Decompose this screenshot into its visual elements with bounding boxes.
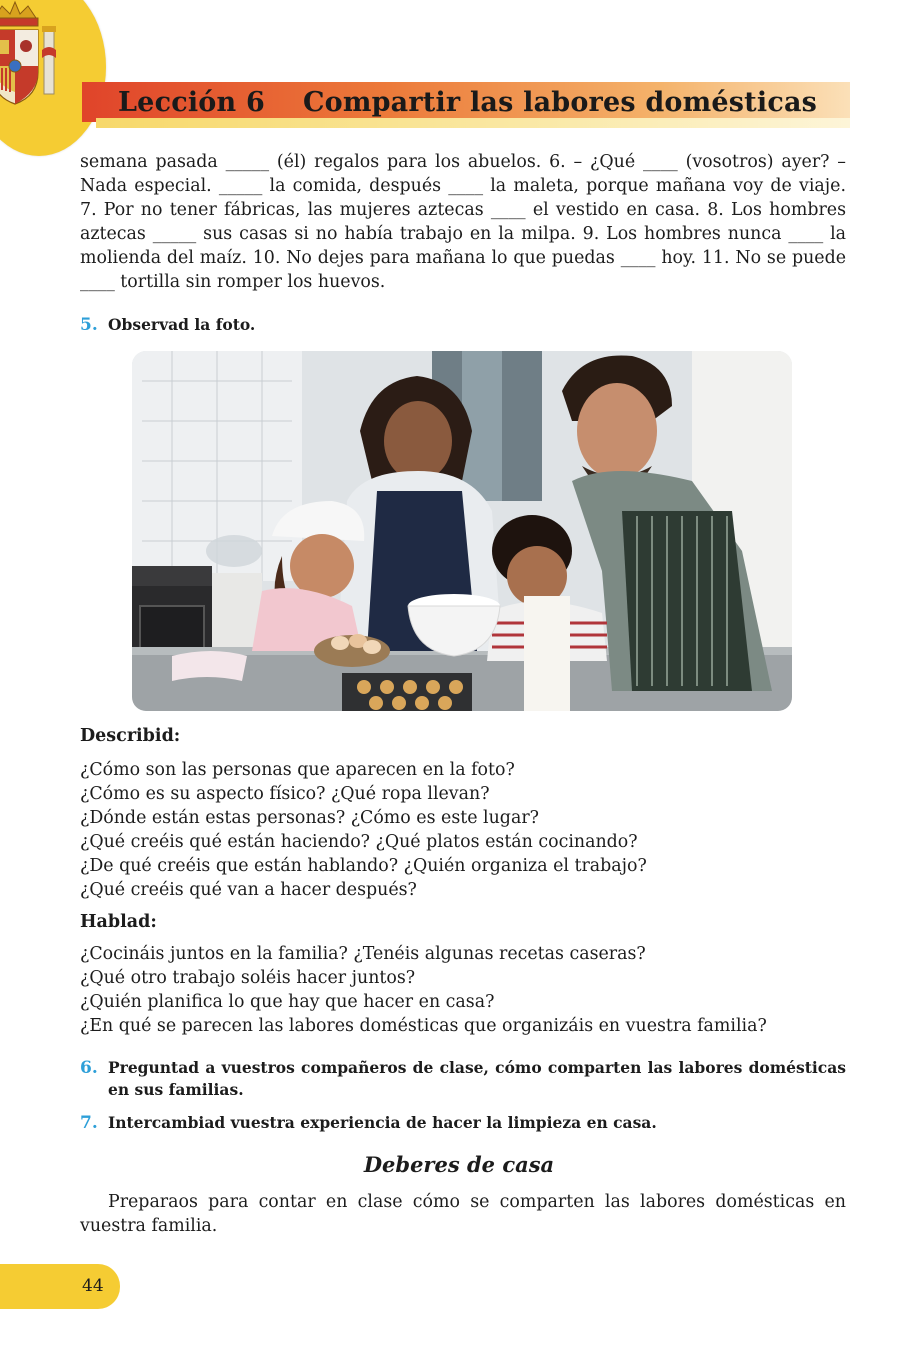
speak-heading: Hablad: <box>80 912 157 932</box>
photo-illustration <box>132 351 792 711</box>
text-line: semana pasada _____ (él) regalos para los abuelos. 6. – ¿Qué ____ (vosotros) ayer? – <box>80 152 846 172</box>
speak-questions <box>80 942 860 1038</box>
question-line: ¿En qué se parecen las labores domésticas que organizáis en vuestra familia? <box>80 1016 767 1036</box>
text-line: 7. Por no tener fábricas, las mujeres aztecas ____ el vestido en casa. 8. Los hombres <box>80 200 846 220</box>
task-text: Observad la foto. <box>108 315 256 334</box>
question-line: ¿Cómo son las personas que aparecen en la foto? <box>80 760 515 780</box>
task-text: Preguntad a vuestros compañeros de clase, cómo comparten las labores domésticas en sus familias. <box>108 1058 846 1099</box>
task-text: Intercambiad vuestra experiencia de hacer la limpieza en casa. <box>108 1113 657 1132</box>
question-line: ¿Qué creéis qué están haciendo? ¿Qué platos están cocinando? <box>80 832 638 852</box>
question-line: ¿Quién planifica lo que hay que hacer en casa? <box>80 992 495 1012</box>
page-number: 44 <box>82 1276 104 1296</box>
task-number: 5. <box>80 315 98 335</box>
text-line: molienda del maíz. 10. No dejes para mañana lo que puedas ____ hoy. 11. No se puede <box>80 248 846 268</box>
exercise-text <box>80 150 846 294</box>
question-line: ¿Cómo es su aspecto físico? ¿Qué ropa llevan? <box>80 784 490 804</box>
lesson-topic: Compartir las labores domésticas <box>302 87 818 118</box>
question-line: ¿Dónde están estas personas? ¿Cómo es este lugar? <box>80 808 539 828</box>
header-band-accent <box>96 118 850 128</box>
spain-coat-of-arms-icon <box>0 0 58 110</box>
describe-questions <box>80 758 860 902</box>
text-line: Nada especial. _____ la comida, después ____ la maleta, porque mañana voy de viaje. <box>80 176 846 196</box>
lesson-badge <box>0 0 106 156</box>
question-line: ¿Qué creéis qué van a hacer después? <box>80 880 417 900</box>
task-7 <box>80 1112 846 1134</box>
lesson-number: Lección 6 <box>118 87 265 118</box>
homework-title: Deberes de casa <box>363 1152 555 1177</box>
task-number: 6. <box>80 1058 98 1078</box>
task-5 <box>80 314 846 336</box>
describe-heading: Describid: <box>80 726 181 746</box>
text-line: ____ tortilla sin romper los huevos. <box>80 272 386 292</box>
question-line: ¿De qué creéis que están hablando? ¿Quién organiza el trabajo? <box>80 856 647 876</box>
question-line: ¿Qué otro trabajo soléis hacer juntos? <box>80 968 416 988</box>
question-line: ¿Cocináis juntos en la familia? ¿Tenéis algunas recetas caseras? <box>80 944 646 964</box>
family-cooking-photo <box>132 351 792 711</box>
task-number: 7. <box>80 1113 98 1133</box>
homework-text: Preparaos para contar en clase cómo se comparten las labores domésticas en vuestra familia. <box>80 1192 846 1236</box>
text-line: aztecas _____ sus casas si no había trabajo en la milpa. 9. Los hombres nunca ____ la <box>80 224 846 244</box>
lesson-title <box>118 87 817 118</box>
task-6 <box>80 1057 846 1101</box>
